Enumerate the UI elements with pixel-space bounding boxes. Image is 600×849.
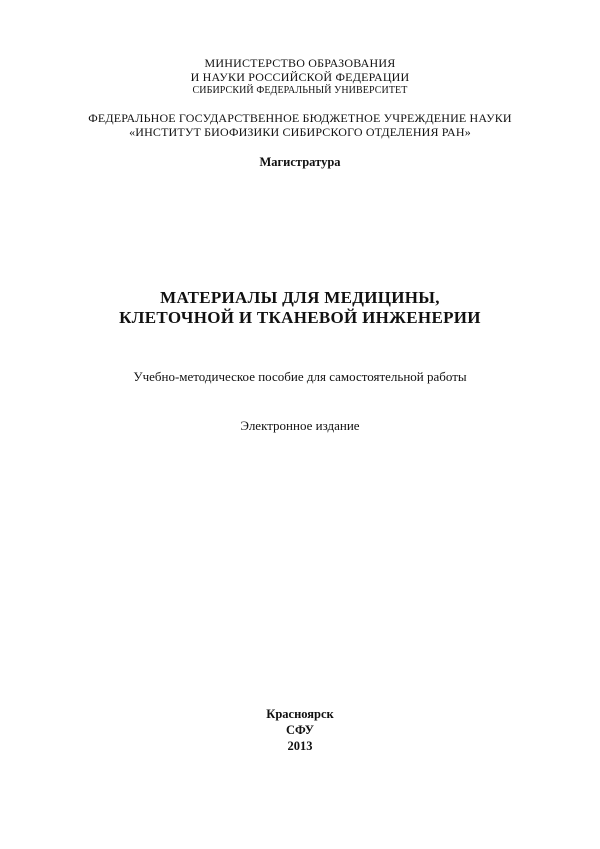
ministry-line-1: МИНИСТЕРСТВО ОБРАЗОВАНИЯ — [204, 56, 396, 70]
institution-line-1: ФЕДЕРАЛЬНОЕ ГОСУДАРСТВЕННОЕ БЮДЖЕТНОЕ УЧРЕЖДЕНИЕ НАУКИ — [88, 111, 512, 125]
publication-year: 2013 — [287, 739, 313, 753]
publisher-name: СФУ — [286, 723, 314, 737]
institution-line-2: «ИНСТИТУТ БИОФИЗИКИ СИБИРСКОГО ОТДЕЛЕНИЯ РАН» — [129, 125, 471, 139]
program-label: Магистратура — [259, 155, 341, 169]
ministry-line-2: И НАУКИ РОССИЙСКОЙ ФЕДЕРАЦИИ — [190, 70, 410, 84]
document-title-line-1: МАТЕРИАЛЫ ДЛЯ МЕДИЦИНЫ, — [160, 288, 440, 307]
publication-city: Красноярск — [266, 707, 334, 721]
edition-label: Электронное издание — [240, 418, 360, 433]
document-subtitle: Учебно-методическое пособие для самостоятельной работы — [133, 369, 467, 384]
document-title-line-2: КЛЕТОЧНОЙ И ТКАНЕВОЙ ИНЖЕНЕРИИ — [119, 308, 481, 327]
university-name: СИБИРСКИЙ ФЕДЕРАЛЬНЫЙ УНИВЕРСИТЕТ — [192, 85, 408, 96]
